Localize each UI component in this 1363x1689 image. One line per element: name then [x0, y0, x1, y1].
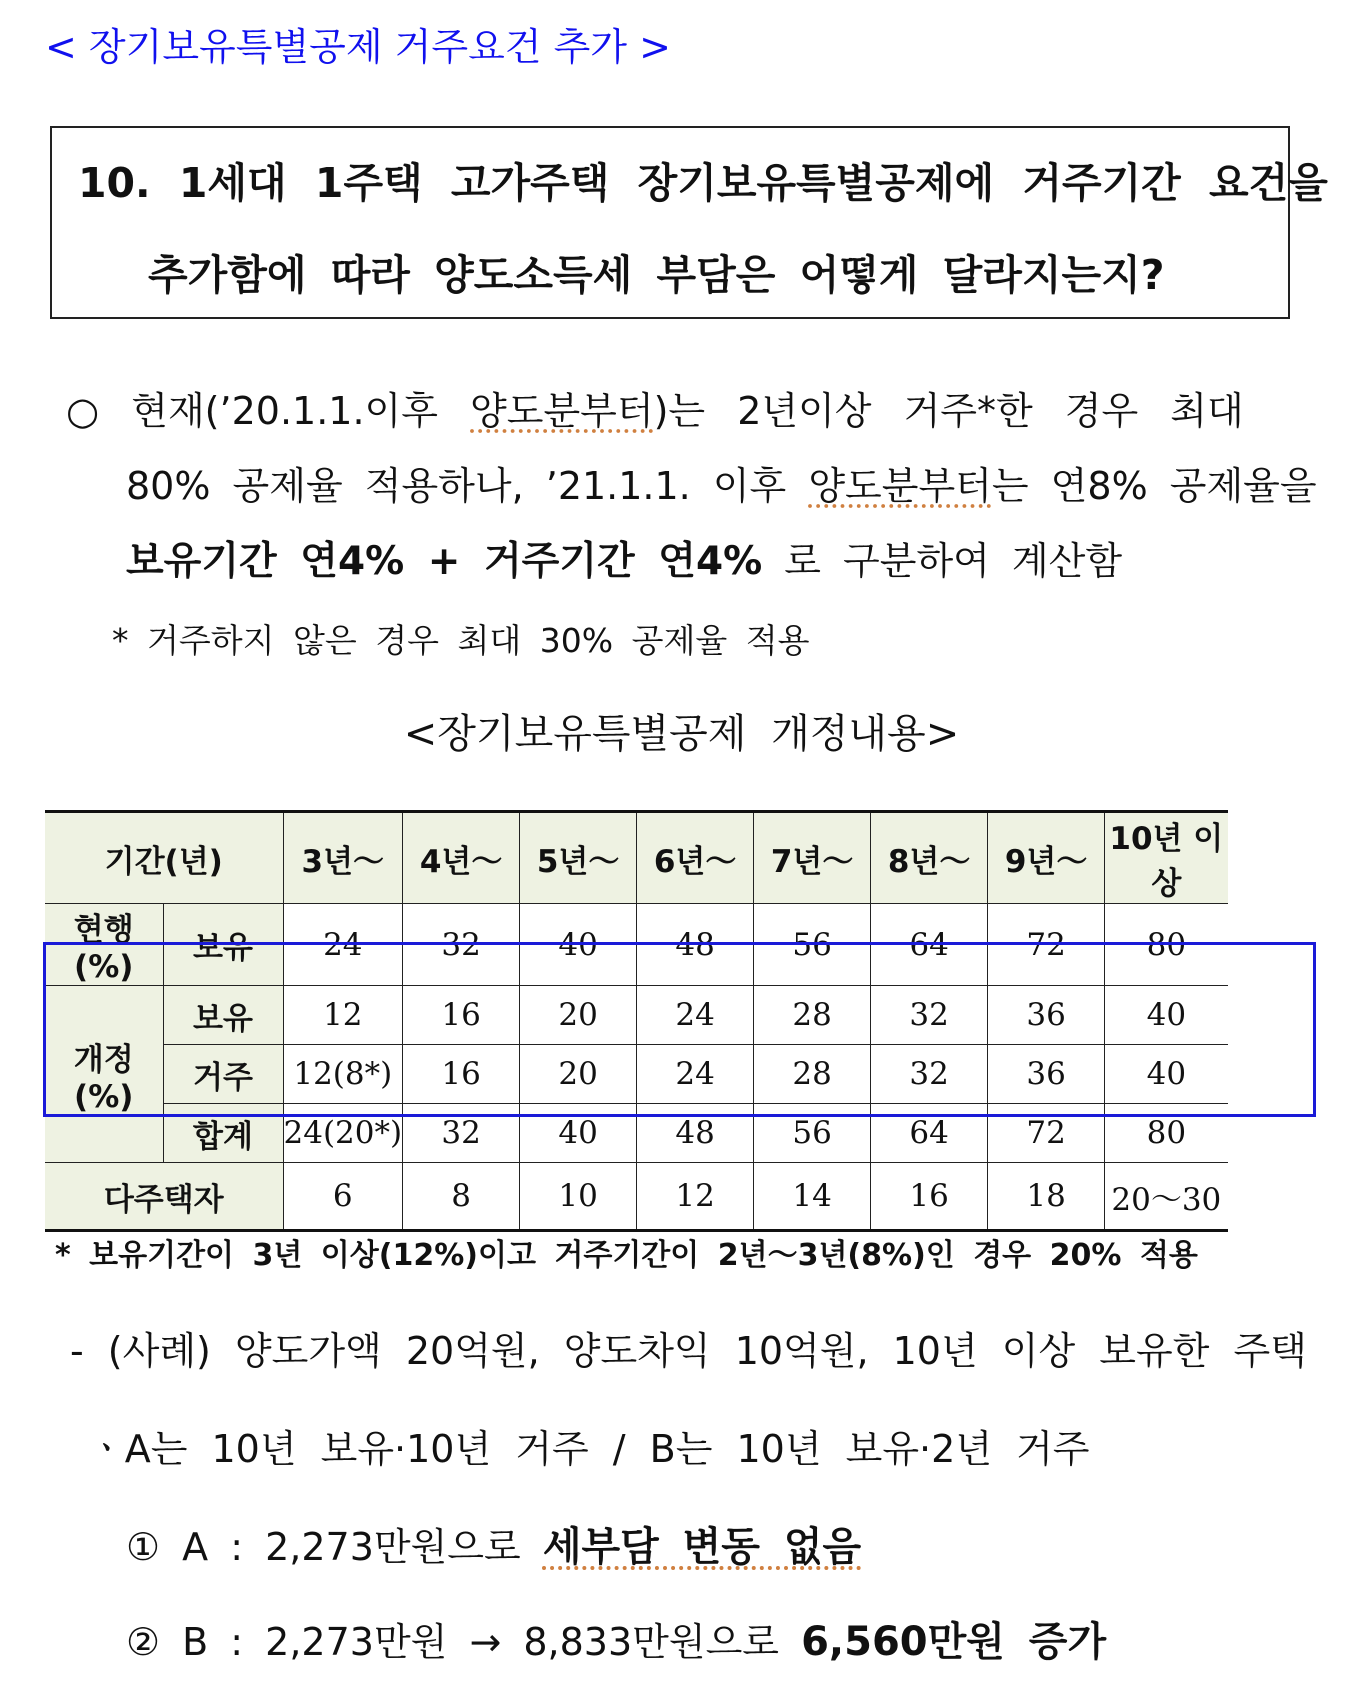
table-cell: 80 — [1105, 1104, 1228, 1163]
example-line-4 — [126, 1610, 1106, 1667]
table-cell: 32 — [871, 986, 988, 1045]
question-line-2: 추가함에 따라 양도소득세 부담은 어떻게 달라지는지? — [148, 251, 1165, 299]
table-cell: 32 — [403, 1104, 520, 1163]
table-row-revised-hold — [45, 986, 1228, 1045]
table-cell: 32 — [871, 1045, 988, 1104]
total-label: 합계 — [163, 1104, 283, 1163]
period-header: 기간(년) — [45, 812, 283, 904]
table-cell: 64 — [871, 1104, 988, 1163]
table-cell: 28 — [754, 986, 871, 1045]
table-cell: 6 — [283, 1163, 403, 1231]
bullet: ○ — [66, 389, 100, 433]
multi-label: 다주택자 — [45, 1163, 283, 1231]
period-10: 10년 이상 — [1105, 812, 1228, 904]
table-cell: 24 — [283, 904, 403, 986]
table-cell: 20 — [520, 986, 637, 1045]
current-label: 현행(%) — [45, 904, 163, 986]
section-header: < 장기보유특별공제 거주요건 추가 > — [45, 25, 671, 69]
reside-label: 거주 — [163, 1045, 283, 1104]
table-cell: 36 — [988, 1045, 1105, 1104]
table-cell: 24(20*) — [283, 1104, 403, 1163]
paragraph-text: 80% 공제율 적용하나, ’21.1.1. 이후 — [126, 464, 809, 508]
table-row-multi — [45, 1163, 1228, 1231]
example-bold: 6,560만원 증가 — [801, 1619, 1107, 1665]
table-cell: 40 — [520, 904, 637, 986]
table-row-revised-reside — [45, 1045, 1228, 1104]
table-cell: 72 — [988, 904, 1105, 986]
table-cell: 28 — [754, 1045, 871, 1104]
table-cell: 20～30 — [1105, 1163, 1228, 1231]
table-cell: 56 — [754, 904, 871, 986]
period-8: 8년～ — [871, 812, 988, 904]
table-cell: 80 — [1105, 904, 1228, 986]
period-6: 6년～ — [637, 812, 754, 904]
table-cell: 16 — [403, 986, 520, 1045]
paragraph-line-3 — [126, 530, 1122, 586]
table-cell: 12 — [637, 1163, 754, 1231]
period-4: 4년～ — [403, 812, 520, 904]
table-cell: 72 — [988, 1104, 1105, 1163]
table-caption: <장기보유특별공제 개정내용> — [403, 711, 960, 757]
table-cell: 36 — [988, 986, 1105, 1045]
table-cell: 16 — [403, 1045, 520, 1104]
period-5: 5년～ — [520, 812, 637, 904]
revised-label: 개정(%) — [45, 986, 163, 1163]
table-cell: 64 — [871, 904, 988, 986]
paragraph-text: 로 구분하여 계산함 — [762, 539, 1123, 583]
example-line-1: - (사례) 양도가액 20억원, 양도차익 10억원, 10년 이상 보유한 주택 — [70, 1329, 1307, 1373]
example-line-3 — [126, 1515, 861, 1572]
table-cell: 18 — [988, 1163, 1105, 1231]
paragraph-text: )는 2년이상 거주*한 경우 최대 — [653, 389, 1244, 433]
table-cell: 48 — [637, 1104, 754, 1163]
table-footnote: * 보유기간이 3년 이상(12%)이고 거주기간이 2년～3년(8%)인 경우 20% 적용 — [55, 1238, 1198, 1273]
table-header-row — [45, 812, 1228, 904]
table-cell: 40 — [520, 1104, 637, 1163]
deduction-table — [45, 810, 1228, 1232]
table-row-current — [45, 904, 1228, 986]
example-text: ① A : 2,273만원으로 — [126, 1525, 543, 1569]
paragraph-text: 는 연8% 공제율을 — [991, 464, 1317, 508]
question-line-1: 10. 1세대 1주택 고가주택 장기보유특별공제에 거주기간 요건을 — [78, 159, 1328, 207]
table-row-revised-total — [45, 1104, 1228, 1163]
example-bold: 세부담 변동 없음 — [542, 1524, 862, 1570]
table-cell: 12 — [283, 986, 403, 1045]
paragraph-underlined: 양도분부터 — [808, 464, 992, 508]
table-cell: 20 — [520, 1045, 637, 1104]
table-cell: 32 — [403, 904, 520, 986]
example-line-2: ㆍA는 10년 보유·10년 거주 / B는 10년 보유·2년 거주 — [88, 1427, 1090, 1471]
residence-note: * 거주하지 않은 경우 최대 30% 공제율 적용 — [112, 621, 810, 660]
table-cell: 48 — [637, 904, 754, 986]
table-cell: 24 — [637, 986, 754, 1045]
table-cell: 12(8*) — [283, 1045, 403, 1104]
period-9: 9년～ — [988, 812, 1105, 904]
table-cell: 40 — [1105, 1045, 1228, 1104]
hold-label: 보유 — [163, 904, 283, 986]
table-cell: 16 — [871, 1163, 988, 1231]
hold-label: 보유 — [163, 986, 283, 1045]
table-cell: 8 — [403, 1163, 520, 1231]
table-cell: 10 — [520, 1163, 637, 1231]
table-cell: 40 — [1105, 986, 1228, 1045]
paragraph-text: 현재(’20.1.1.이후 — [131, 389, 471, 433]
table-cell: 14 — [754, 1163, 871, 1231]
paragraph-bold: 보유기간 연4% + 거주기간 연4% — [126, 539, 763, 584]
table-cell: 56 — [754, 1104, 871, 1163]
period-7: 7년～ — [754, 812, 871, 904]
table-cell: 24 — [637, 1045, 754, 1104]
paragraph-line-2 — [126, 455, 1317, 510]
paragraph-underlined: 양도분부터 — [470, 389, 654, 433]
paragraph-line-1 — [66, 380, 1244, 435]
period-3: 3년～ — [283, 812, 403, 904]
example-text: ② B : 2,273만원 → 8,833만원으로 — [126, 1620, 802, 1664]
